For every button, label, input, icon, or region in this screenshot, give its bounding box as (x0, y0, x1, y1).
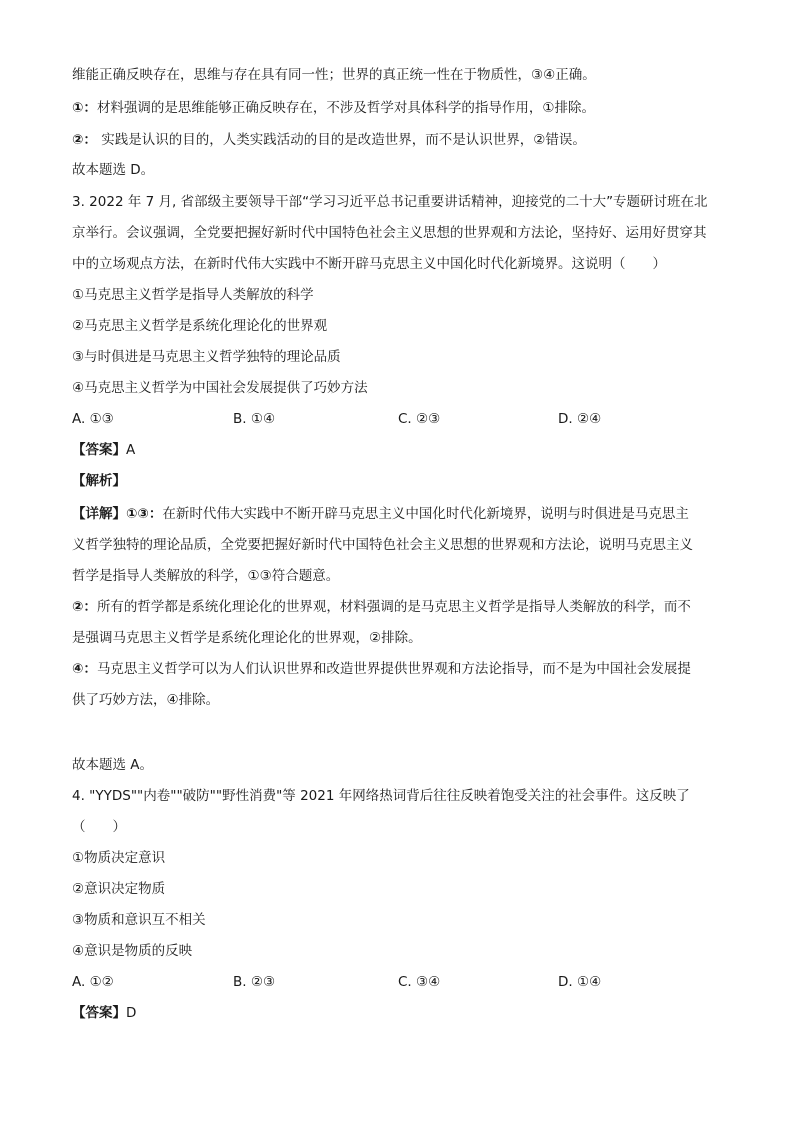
detail-text: 在新时代伟大实践中不断开辟马克思主义中国化时代化新境界，说明与时俱进是马克思主 (162, 506, 689, 522)
q3-option-d: D. ②④ (558, 411, 602, 427)
answer-tag: 【答案】 (72, 442, 126, 458)
q3-explain-4-line-1 (72, 659, 732, 679)
q3-detail-line-1 (72, 504, 732, 524)
q4-statement-1: ①物质决定意识 (72, 850, 166, 866)
q3-option-a: A. ①③ (72, 411, 114, 427)
q3-option-b: B. ①④ (233, 411, 276, 427)
answer-value: D (126, 1005, 137, 1021)
answer-tag: 【答案】 (72, 1005, 126, 1021)
explain-tag: ④： (72, 661, 97, 677)
q4-option-b: B. ②③ (233, 974, 276, 990)
q3-answer (72, 440, 732, 460)
detail-tag: 【详解】 (72, 506, 126, 522)
q4-option-d: D. ①④ (558, 974, 602, 990)
q3-detail-line-2: 义哲学独特的理论品质，全党要把握好新时代中国特色社会主义思想的世界观和方法论，说明马克思主义 (72, 537, 693, 553)
q3-statement-4: ④马克思主义哲学为中国社会发展提供了巧妙方法 (72, 380, 368, 396)
q3-options (72, 409, 732, 429)
q4-option-c: C. ③④ (398, 974, 441, 990)
explain-tag: ②： (72, 599, 97, 615)
q4-option-a: A. ①② (72, 974, 114, 990)
q3-conclusion: 故本题选 A。 (72, 757, 154, 773)
q4-statement-4: ④意识是物质的反映 (72, 943, 193, 959)
q3-explain-2-line-2: 是强调马克思主义哲学是系统化理论化的世界观，②排除。 (72, 630, 422, 646)
q3-analysis-heading (72, 471, 732, 491)
q3-stem-line-1: 3. 2022 年 7 月, 省部级主要领导干部“学习习近平总书记重要讲话精神，迎接党的二十大”专题研讨班在北 (72, 194, 708, 210)
item-tag: ①： (72, 100, 97, 116)
explain-text: 马克思主义哲学可以为人们认识世界和改造世界提供世界观和方法论指导，而不是为中国社会发展提 (96, 661, 691, 677)
q4-answer (72, 1003, 732, 1023)
q3-statement-3: ③与时俱进是马克思主义哲学独特的理论品质 (72, 349, 341, 365)
q3-option-c: C. ②③ (398, 411, 441, 427)
q3-stem-line-3: 中的立场观点方法，在新时代伟大实践中不断开辟马克思主义中国化时代化新境界。这说明（ ） (72, 256, 666, 272)
prev-analysis-line: 维能正确反映存在，思维与存在具有同一性；世界的真正统一性在于物质性，③④正确。 (72, 67, 596, 83)
q3-statement-2: ②马克思主义哲学是系统化理论化的世界观 (72, 318, 328, 334)
explain-text: 所有的哲学都是系统化理论化的世界观，材料强调的是马克思主义哲学是指导人类解放的科学，而不 (96, 599, 691, 615)
item-tag: ②： (72, 132, 97, 148)
prev-item-2 (72, 130, 732, 150)
item-text: 材料强调的是思维能够正确反映存在，不涉及哲学对具体科学的指导作用，①排除。 (96, 100, 596, 116)
q3-statement-1: ①马克思主义哲学是指导人类解放的科学 (72, 287, 314, 303)
q3-stem-line-2: 京举行。会议强调，全党要把握好新时代中国特色社会主义思想的世界观和方法论，坚持好、运用好贯穿其 (72, 225, 707, 241)
prev-conclusion: 故本题选 D。 (72, 162, 155, 178)
q4-statement-3: ③物质和意识互不相关 (72, 912, 206, 928)
q3-detail-line-3: 哲学是指导人类解放的科学，①③符合题意。 (72, 568, 340, 584)
detail-key: ①③： (126, 506, 163, 522)
q4-options (72, 972, 732, 992)
analysis-tag: 【解析】 (72, 473, 126, 489)
item-text: 实践是认识的目的，人类实践活动的目的是改造世界，而不是认识世界，②错误。 (96, 132, 586, 148)
prev-item-1 (72, 98, 732, 118)
q4-statement-2: ②意识决定物质 (72, 881, 166, 897)
q3-explain-4-line-2: 供了巧妙方法，④排除。 (72, 692, 220, 708)
q4-stem-line-2: （ ） (72, 819, 126, 835)
q3-explain-2-line-1 (72, 597, 732, 617)
answer-value: A (126, 442, 136, 458)
q4-stem-line-1: 4. "YYDS""内卷""破防""野性消费"等 2021 年网络热词背后往往反映着饱受关注的社会事件。这反映了 (72, 788, 690, 804)
